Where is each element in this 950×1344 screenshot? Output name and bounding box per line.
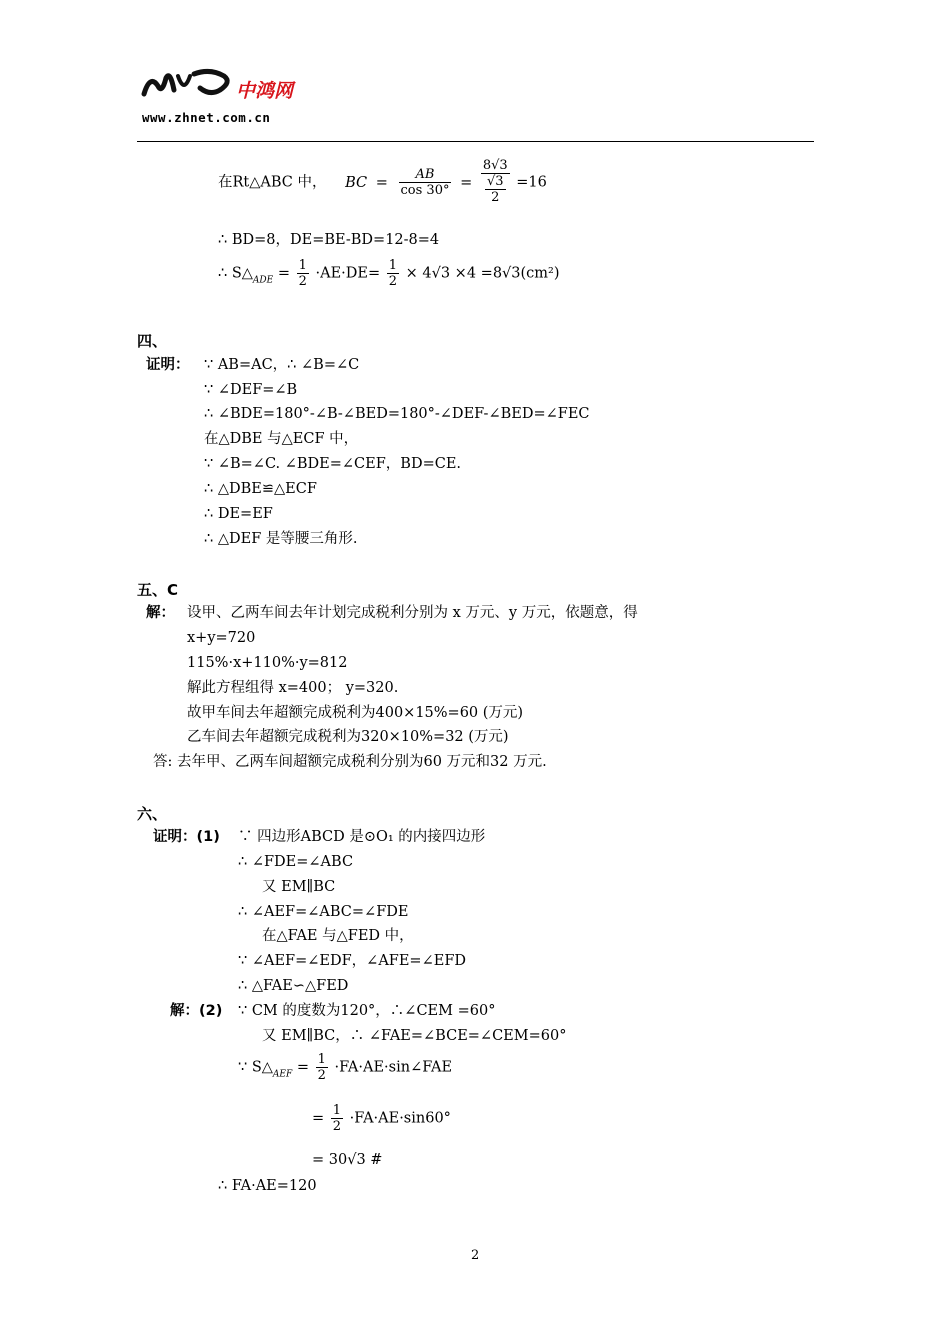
page-number: 2 xyxy=(471,1248,480,1263)
part4-line: ∴ DE=EF xyxy=(204,506,273,522)
part4-line: ∵ ∠B=∠C. ∠BDE=∠CEF，BD=CE. xyxy=(204,456,462,472)
part6-line: ∴ ∠FDE=∠ABC xyxy=(238,854,354,870)
part6-final: ∴ FA·AE=120 xyxy=(218,1178,317,1194)
part4-line: 在△DBE 与△ECF 中， xyxy=(204,431,359,447)
compound-den xyxy=(481,173,510,205)
part6-line: 又 EM∥BC，∴ ∠FAE=∠BCE=∠CEM=60° xyxy=(262,1028,567,1044)
part4-line: ∴ △DBE≌△ECF xyxy=(204,481,317,497)
part6-heading: 六、 xyxy=(137,805,168,823)
s-frac xyxy=(316,1052,328,1083)
line3-tail: × 4√3 ×4 =8√3(cm²) xyxy=(405,265,560,282)
logo-url: www.zhnet.com.cn xyxy=(142,110,271,125)
line3-frac1 xyxy=(297,258,309,289)
part6-area-line1 xyxy=(238,1052,452,1084)
part4-line: ∴ △DEF 是等腰三角形. xyxy=(204,531,358,547)
ab-over-cos xyxy=(399,167,452,198)
part3-line2: ∴ BD=8，DE=BE-BD=12-8=4 xyxy=(218,232,440,248)
inner-den: 2 xyxy=(485,189,506,205)
s-sub: AEF xyxy=(272,1069,293,1080)
part4-line: ∵ AB=AC，∴ ∠B=∠C xyxy=(204,357,360,373)
logo-brush-mark xyxy=(140,64,235,106)
part4-label: 证明： xyxy=(146,357,190,373)
part6-line: ∴ △FAE∽△FED xyxy=(238,978,349,994)
part6-line: ∵ ∠AEF=∠EDF，∠AFE=∠EFD xyxy=(238,953,467,969)
logo xyxy=(140,64,310,128)
part6-area-line3: = 30√3 # xyxy=(312,1152,383,1168)
inner-num: √3 xyxy=(486,174,504,189)
part3-line3 xyxy=(218,258,560,290)
part6-label2: 解：(2) xyxy=(170,1003,223,1019)
part5-line: 故甲车间去年超额完成税利为400×15%=60 (万元) xyxy=(187,705,524,721)
line3-mid: ·AE·DE= xyxy=(315,265,381,282)
line3-eq: = xyxy=(277,265,290,282)
s-tail: ·FA·AE·sin∠FAE xyxy=(334,1059,453,1076)
line1-eq2: = xyxy=(460,174,473,191)
compound-fraction xyxy=(481,158,510,205)
s2-num: 1 xyxy=(332,1103,342,1118)
part5-heading: 五、C xyxy=(137,581,179,599)
s-eq: = xyxy=(296,1059,310,1076)
s2-den: 2 xyxy=(332,1119,342,1134)
line3-sub: ADE xyxy=(252,275,274,286)
part5-line: x+y=720 xyxy=(187,630,256,646)
frac-cos: cos 30° xyxy=(400,183,450,198)
part6-line: ∵ CM 的度数为120°，∴∠CEM =60° xyxy=(238,1003,496,1019)
part5-line: 解此方程组得 x=400； y=320. xyxy=(187,680,399,696)
part6-area-line2 xyxy=(312,1103,451,1134)
part5-line: 设甲、乙两车间去年计划完成税利分别为 x 万元、y 万元，依题意，得 xyxy=(187,605,638,621)
s2-frac xyxy=(331,1103,343,1134)
part6-line: ∴ ∠AEF=∠ABC=∠FDE xyxy=(238,904,409,920)
s-prefix: ∵ S△ xyxy=(238,1059,273,1076)
part5-label: 解： xyxy=(146,605,175,621)
line1-bc: BC xyxy=(345,174,368,191)
part5-line: 115%·x+110%·y=812 xyxy=(187,655,348,671)
part6-line: 又 EM∥BC xyxy=(262,879,336,895)
s-num: 1 xyxy=(317,1052,326,1067)
part4-heading: 四、 xyxy=(137,332,168,350)
part6-line: ∵ 四边形ABCD 是⊙O₁ 的内接四边形 xyxy=(238,829,486,845)
inner-fraction xyxy=(485,174,506,205)
line3-f2-den: 2 xyxy=(388,274,398,289)
s2-tail: ·FA·AE·sin60° xyxy=(349,1110,451,1127)
s2-eq: = xyxy=(312,1110,325,1127)
line3-f1-den: 2 xyxy=(298,274,307,289)
line3-frac2 xyxy=(387,258,399,289)
header-divider xyxy=(137,141,814,142)
compound-num: 8√3 xyxy=(482,158,508,173)
frac-ab: AB xyxy=(415,167,435,182)
line3-f2-num: 1 xyxy=(388,258,398,273)
logo-name: 中鸿网 xyxy=(236,80,294,102)
s-den: 2 xyxy=(317,1068,326,1083)
line1-result: =16 xyxy=(516,174,547,191)
part6-line: 在△FAE 与△FED 中， xyxy=(262,928,414,944)
part4-line: ∴ ∠BDE=180°-∠B-∠BED=180°-∠DEF-∠BED=∠FEC xyxy=(204,406,590,422)
part4-line: ∵ ∠DEF=∠B xyxy=(204,382,298,398)
part5-answer: 答: 去年甲、乙两车间超额完成税利分别为60 万元和32 万元. xyxy=(153,754,547,770)
part3-line1 xyxy=(218,160,547,205)
line1-eq: = xyxy=(375,174,388,191)
line3-prefix: ∴ S△ xyxy=(218,265,253,282)
line3-f1-num: 1 xyxy=(298,258,307,273)
line1-prefix: 在Rt△ABC 中， xyxy=(218,174,327,191)
part6-label1: 证明：(1) xyxy=(153,829,220,845)
part5-line: 乙车间去年超额完成税利为320×10%=32 (万元) xyxy=(187,729,509,745)
